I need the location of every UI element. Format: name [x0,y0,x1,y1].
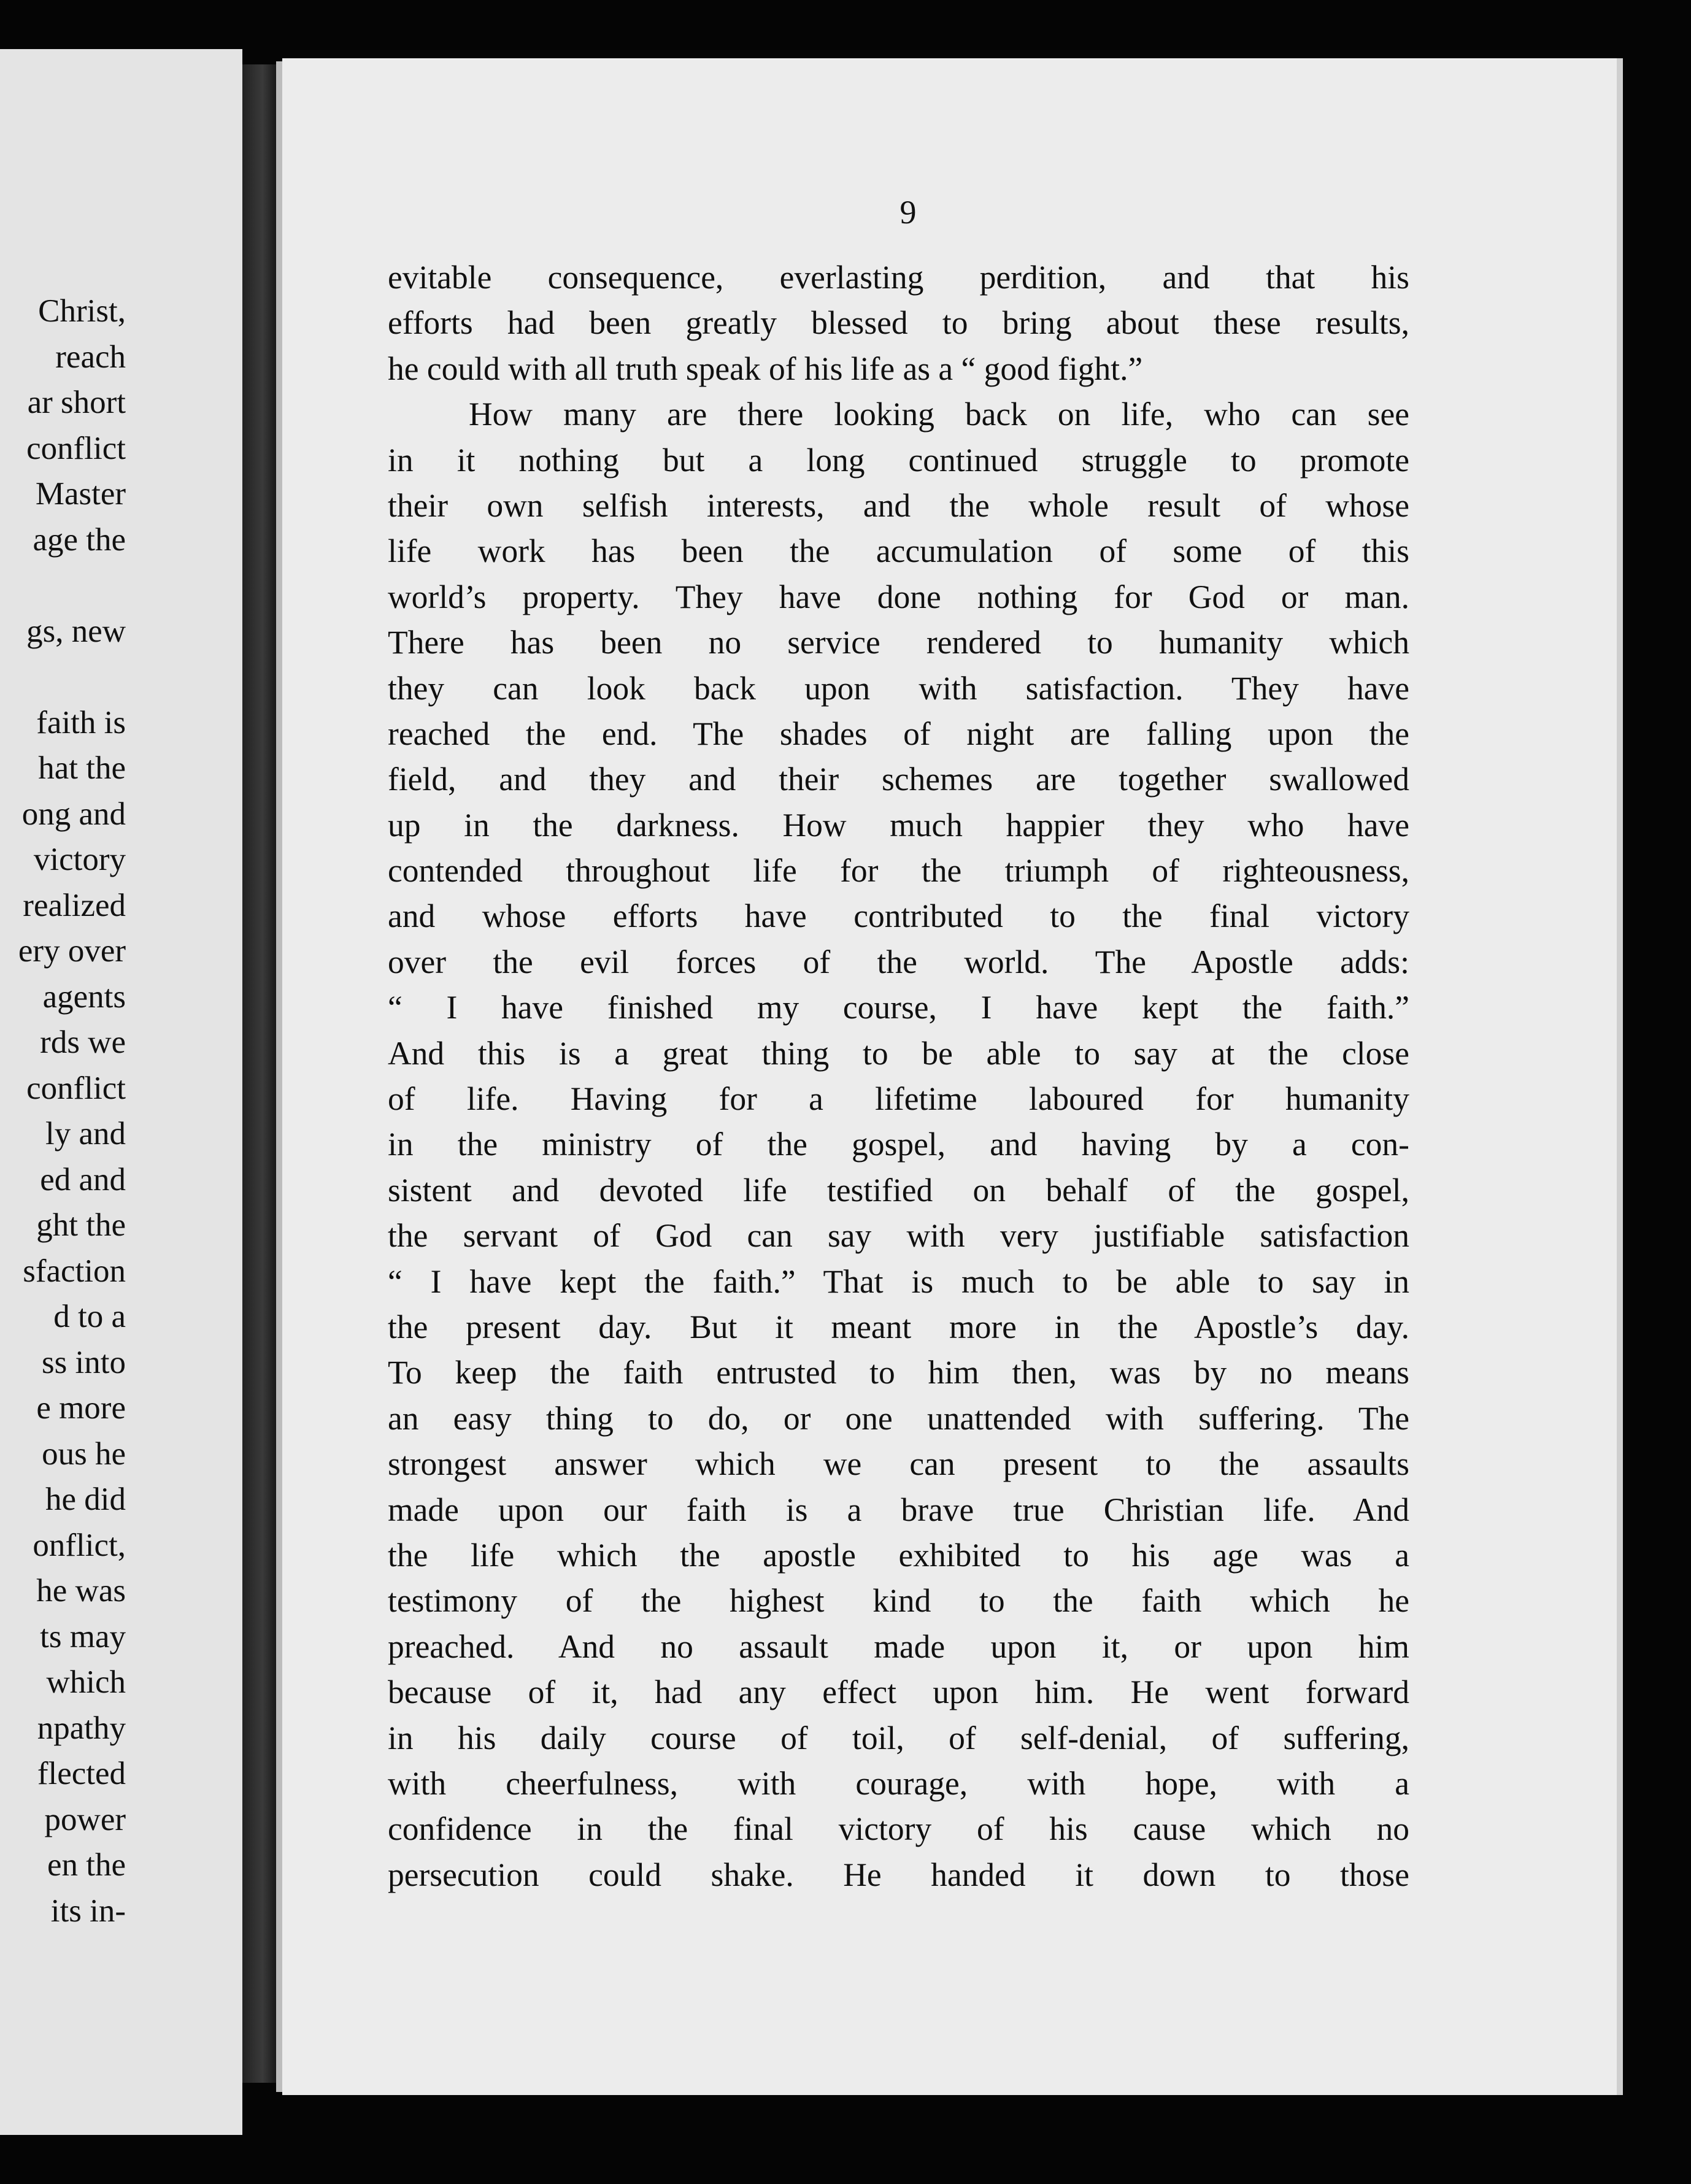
text-line: made upon our faith is a brave true Christian life. And [388,1491,1409,1528]
text-line: preached. And no assault made upon it, or upon him [388,1628,1409,1665]
facing-line: ts may [40,1618,126,1655]
text-line: How many are there looking back on life, who can see [469,396,1409,433]
text-line: “ I have finished my course, I have kept the faith.” [388,989,1409,1026]
facing-line: reach [55,339,126,375]
facing-line: d to a [53,1299,126,1334]
facing-line: power [44,1801,126,1837]
facing-line: hat the [38,750,126,786]
text-line: contended throughout life for the triumph of righteousness, [388,852,1409,890]
text-line: efforts had been greatly blessed to bring about these results, [388,304,1409,342]
facing-line: e more [36,1390,126,1426]
text-line: reached the end. The shades of night are falling upon the [388,715,1409,752]
text-line: testimony of the highest kind to the faith which he [388,1582,1409,1620]
facing-line: ar short [27,385,126,420]
text-line: There has been no service rendered to humanity which [388,624,1409,661]
body-text [388,255,1409,1898]
text-line: sistent and devoted life testified on behalf of the gospel, [388,1171,1409,1209]
facing-page-text [0,288,126,1934]
facing-line: ous he [42,1436,126,1472]
facing-line: he was [36,1573,126,1609]
page [282,58,1617,2095]
page-number: 9 [899,194,917,231]
facing-line: rds we [40,1025,126,1060]
text-line: the servant of God can say with very justifiable satisfaction [388,1217,1409,1255]
text-line: confidence in the final victory of his cause which no [388,1810,1409,1848]
text-line: because of it, had any effect upon him. He went forward [388,1674,1409,1711]
facing-line: npathy [37,1710,126,1746]
facing-line: ss into [42,1344,126,1380]
facing-line: gs, new [26,613,126,649]
text-line: in the ministry of the gospel, and having by a con- [388,1126,1409,1163]
text-line: the present day. But it meant more in the Apostle’s day. [388,1308,1409,1345]
book-gutter [242,64,276,2083]
facing-line: flected [37,1756,126,1791]
facing-page-left [0,49,242,2135]
facing-line: conflict [26,430,126,466]
text-line: field, and they and their schemes are together swallowed [388,761,1409,798]
facing-line: agents [42,979,126,1015]
facing-line: ery over [18,933,126,969]
text-line: with cheerfulness, with courage, with hope, with a [388,1764,1409,1802]
text-line: in his daily course of toil, of self-denial, of suffering, [388,1719,1409,1756]
text-line: they can look back upon with satisfaction. They have [388,669,1409,707]
text-line: the life which the apostle exhibited to his age was a [388,1536,1409,1574]
facing-line: ed and [40,1161,126,1198]
text-line: of life. Having for a lifetime laboured for humanity [388,1080,1409,1118]
facing-line: onflict, [33,1527,126,1563]
text-line: in it nothing but a long continued struggle to promote [388,441,1409,479]
facing-line: he did [45,1482,126,1517]
text-line: and whose efforts have contributed to the final victory [388,898,1409,935]
facing-line [0,654,126,700]
facing-line: ght the [36,1207,126,1243]
text-line: persecution could shake. He handed it down to those [388,1856,1409,1893]
facing-line: ly and [45,1116,126,1152]
text-line: “ I have kept the faith.” That is much to be able to say in [388,1263,1409,1300]
facing-line: realized [23,887,126,923]
text-line: strongest answer which we can present to the assaults [388,1445,1409,1483]
facing-line: sfaction [23,1253,126,1289]
facing-line: which [46,1664,126,1700]
facing-line: conflict [26,1070,126,1106]
text-line: up in the darkness. How much happier they who have [388,806,1409,844]
text-line: over the evil forces of the world. The Apostle adds: [388,943,1409,980]
page-edge [1617,58,1623,2095]
facing-line: age the [33,521,126,558]
facing-line: Master [35,476,126,512]
text-line: And this is a great thing to be able to say at the close [388,1034,1409,1072]
text-line: life work has been the accumulation of some of this [388,533,1409,570]
text-line: evitable consequence, everlasting perdition, and that his [388,259,1409,296]
text-line: he could with all truth speak of his life as a “ good fight.” [388,350,1143,387]
text-line: an easy thing to do, or one unattended with suffering. The [388,1399,1409,1437]
facing-line: en the [47,1847,126,1883]
facing-line: victory [33,842,126,877]
facing-line: Christ, [38,293,126,329]
facing-line [0,563,126,609]
facing-line: ong and [21,796,126,832]
text-line: To keep the faith entrusted to him then, was by no means [388,1354,1409,1391]
text-line: world’s property. They have done nothing for God or man. [388,578,1409,615]
text-line: their own selfish interests, and the whole result of whose [388,486,1409,524]
facing-line: faith is [36,704,126,740]
facing-line: its in- [50,1893,126,1929]
